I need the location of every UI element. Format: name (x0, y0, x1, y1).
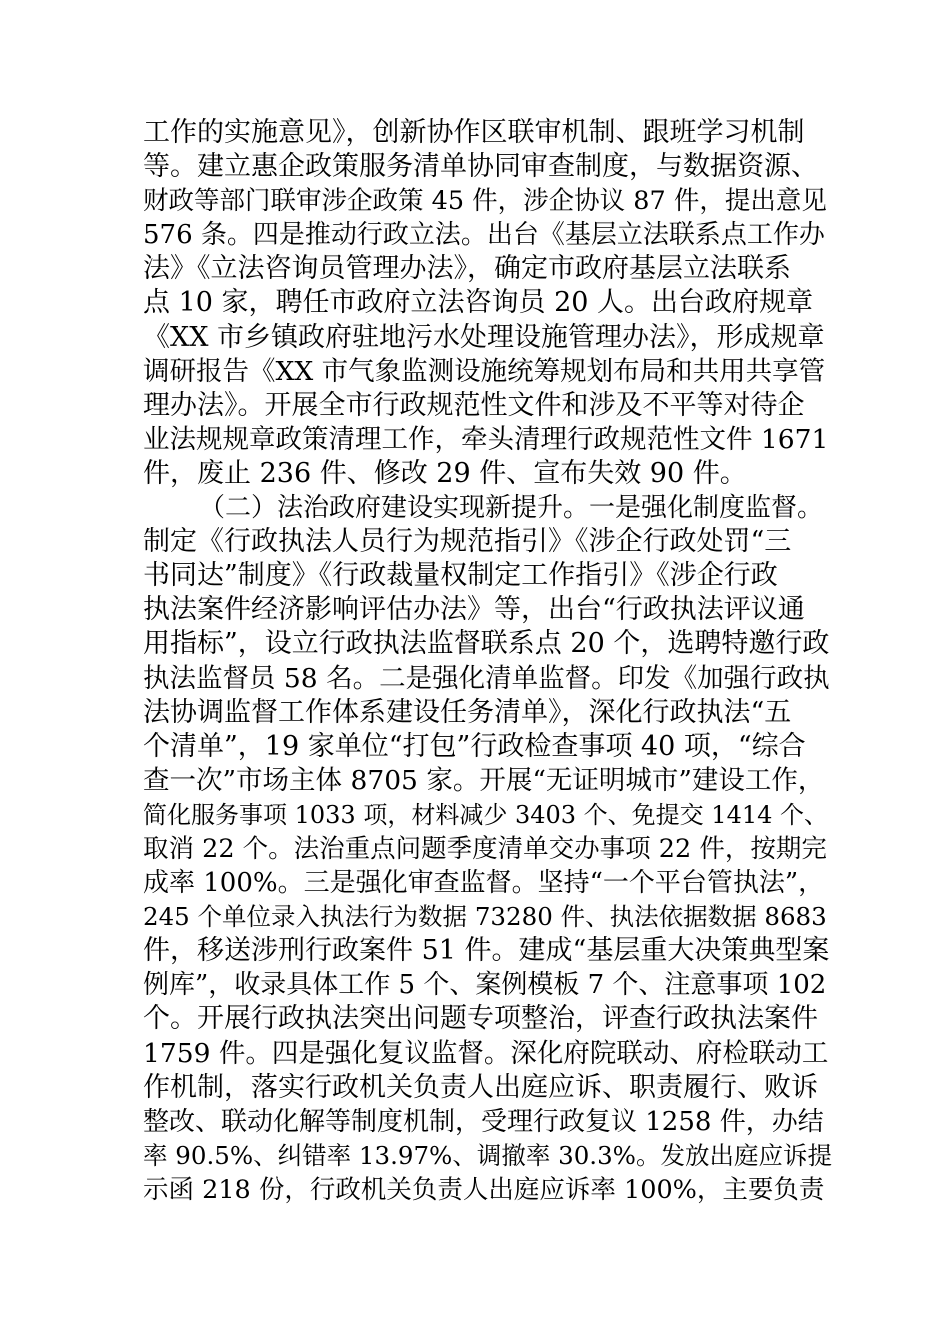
text-line: 查一次”市场主体 8705 家。开展“无证明城市”建设工作， (143, 764, 825, 796)
text-line: 执法案件经济影响评估办法》等，出台“行政执法评议通 (143, 594, 805, 626)
text-line: 件，废止 236 件、修改 29 件、宣布失效 90 件。 (143, 457, 747, 489)
text-line: 书同达”制度》《行政裁量权制定工作指引》《涉企行政 (143, 560, 778, 592)
text-line: 法协调监督工作体系建设任务清单》，深化行政执法“五 (143, 696, 792, 728)
text-line: 工作的实施意见》，创新协作区联审机制、跟班学习机制 (143, 117, 805, 148)
text-line: 1759 件。四是强化复议监督。深化府院联动、府检联动工 (143, 1037, 829, 1069)
text-line: 245 个单位录入执法行为数据 73280 件、执法依据数据 8683 (143, 902, 827, 932)
text-line: 点 10 家，聘任市政府立法咨询员 20 人。出台政府规章 (143, 287, 814, 319)
text-line: 《XX 市乡镇政府驻地污水处理设施管理办法》，形成规章 (143, 321, 825, 353)
text-line: 业法规规章政策清理工作，牵头清理行政规范性文件 1671 (143, 423, 829, 455)
text-line: 等。建立惠企政策服务清单协同审查制度，与数据资源、 (143, 151, 818, 183)
text-line: 例库”，收录具体工作 5 个、案例模板 7 个、注意事项 102 (143, 970, 827, 1001)
text-line: 成率 100%。三是强化审查监督。坚持“一个平台管执法”， (143, 868, 825, 899)
text-line: 576 条。四是推动行政立法。出台《基层立法联系点工作办 (143, 220, 825, 251)
text-line: 用指标”，设立行政执法监督联系点 20 个，选聘特邀行政 (143, 628, 830, 660)
text-line: 简化服务事项 1033 项，材料减少 3403 个、免提交 1414 个、 (143, 800, 829, 829)
text-line: 财政等部门联审涉企政策 45 件，涉企协议 87 件，提出意见 (143, 186, 827, 217)
text-line: 件，移送涉刑行政案件 51 件。建成“基层重大决策典型案 (143, 935, 830, 967)
text-line: 示函 218 份，行政机关负责人出庭应诉率 100%，主要负责 (143, 1174, 825, 1205)
text-line: 执法监督员 58 名。二是强化清单监督。印发《加强行政执 (143, 662, 830, 694)
section-heading-line: （二）法治政府建设实现新提升。一是强化制度监督。 (199, 493, 824, 524)
text-line: 制定《行政执法人员行为规范指引》《涉企行政处罚“三 (143, 526, 792, 558)
text-line: 整改、联动化解等制度机制，受理行政复议 1258 件，办结 (143, 1106, 824, 1137)
body-text (143, 116, 833, 1207)
text-line: 理办法》。开展全市行政规范性文件和涉及不平等对待企 (143, 389, 805, 421)
text-line: 作机制，落实行政机关负责人出庭应诉、职责履行、败诉 (143, 1071, 818, 1103)
text-line: 个。开展行政执法突出问题专项整治，评查行政执法案件 (143, 1003, 818, 1035)
text-line: 调研报告《XX 市气象监测设施统筹规划布局和共用共享管 (143, 355, 826, 387)
text-line: 率 90.5%、纠错率 13.97%、调撤率 30.3%。发放出庭应诉提 (143, 1140, 832, 1170)
text-line: 法》《立法咨询员管理办法》，确定市政府基层立法联系 (143, 253, 791, 285)
text-line: 取消 22 个。法治重点问题季度清单交办事项 22 件，按期完 (143, 833, 827, 864)
text-line: 个清单”，19 家单位“打包”行政检查事项 40 项，“综合 (143, 730, 806, 762)
